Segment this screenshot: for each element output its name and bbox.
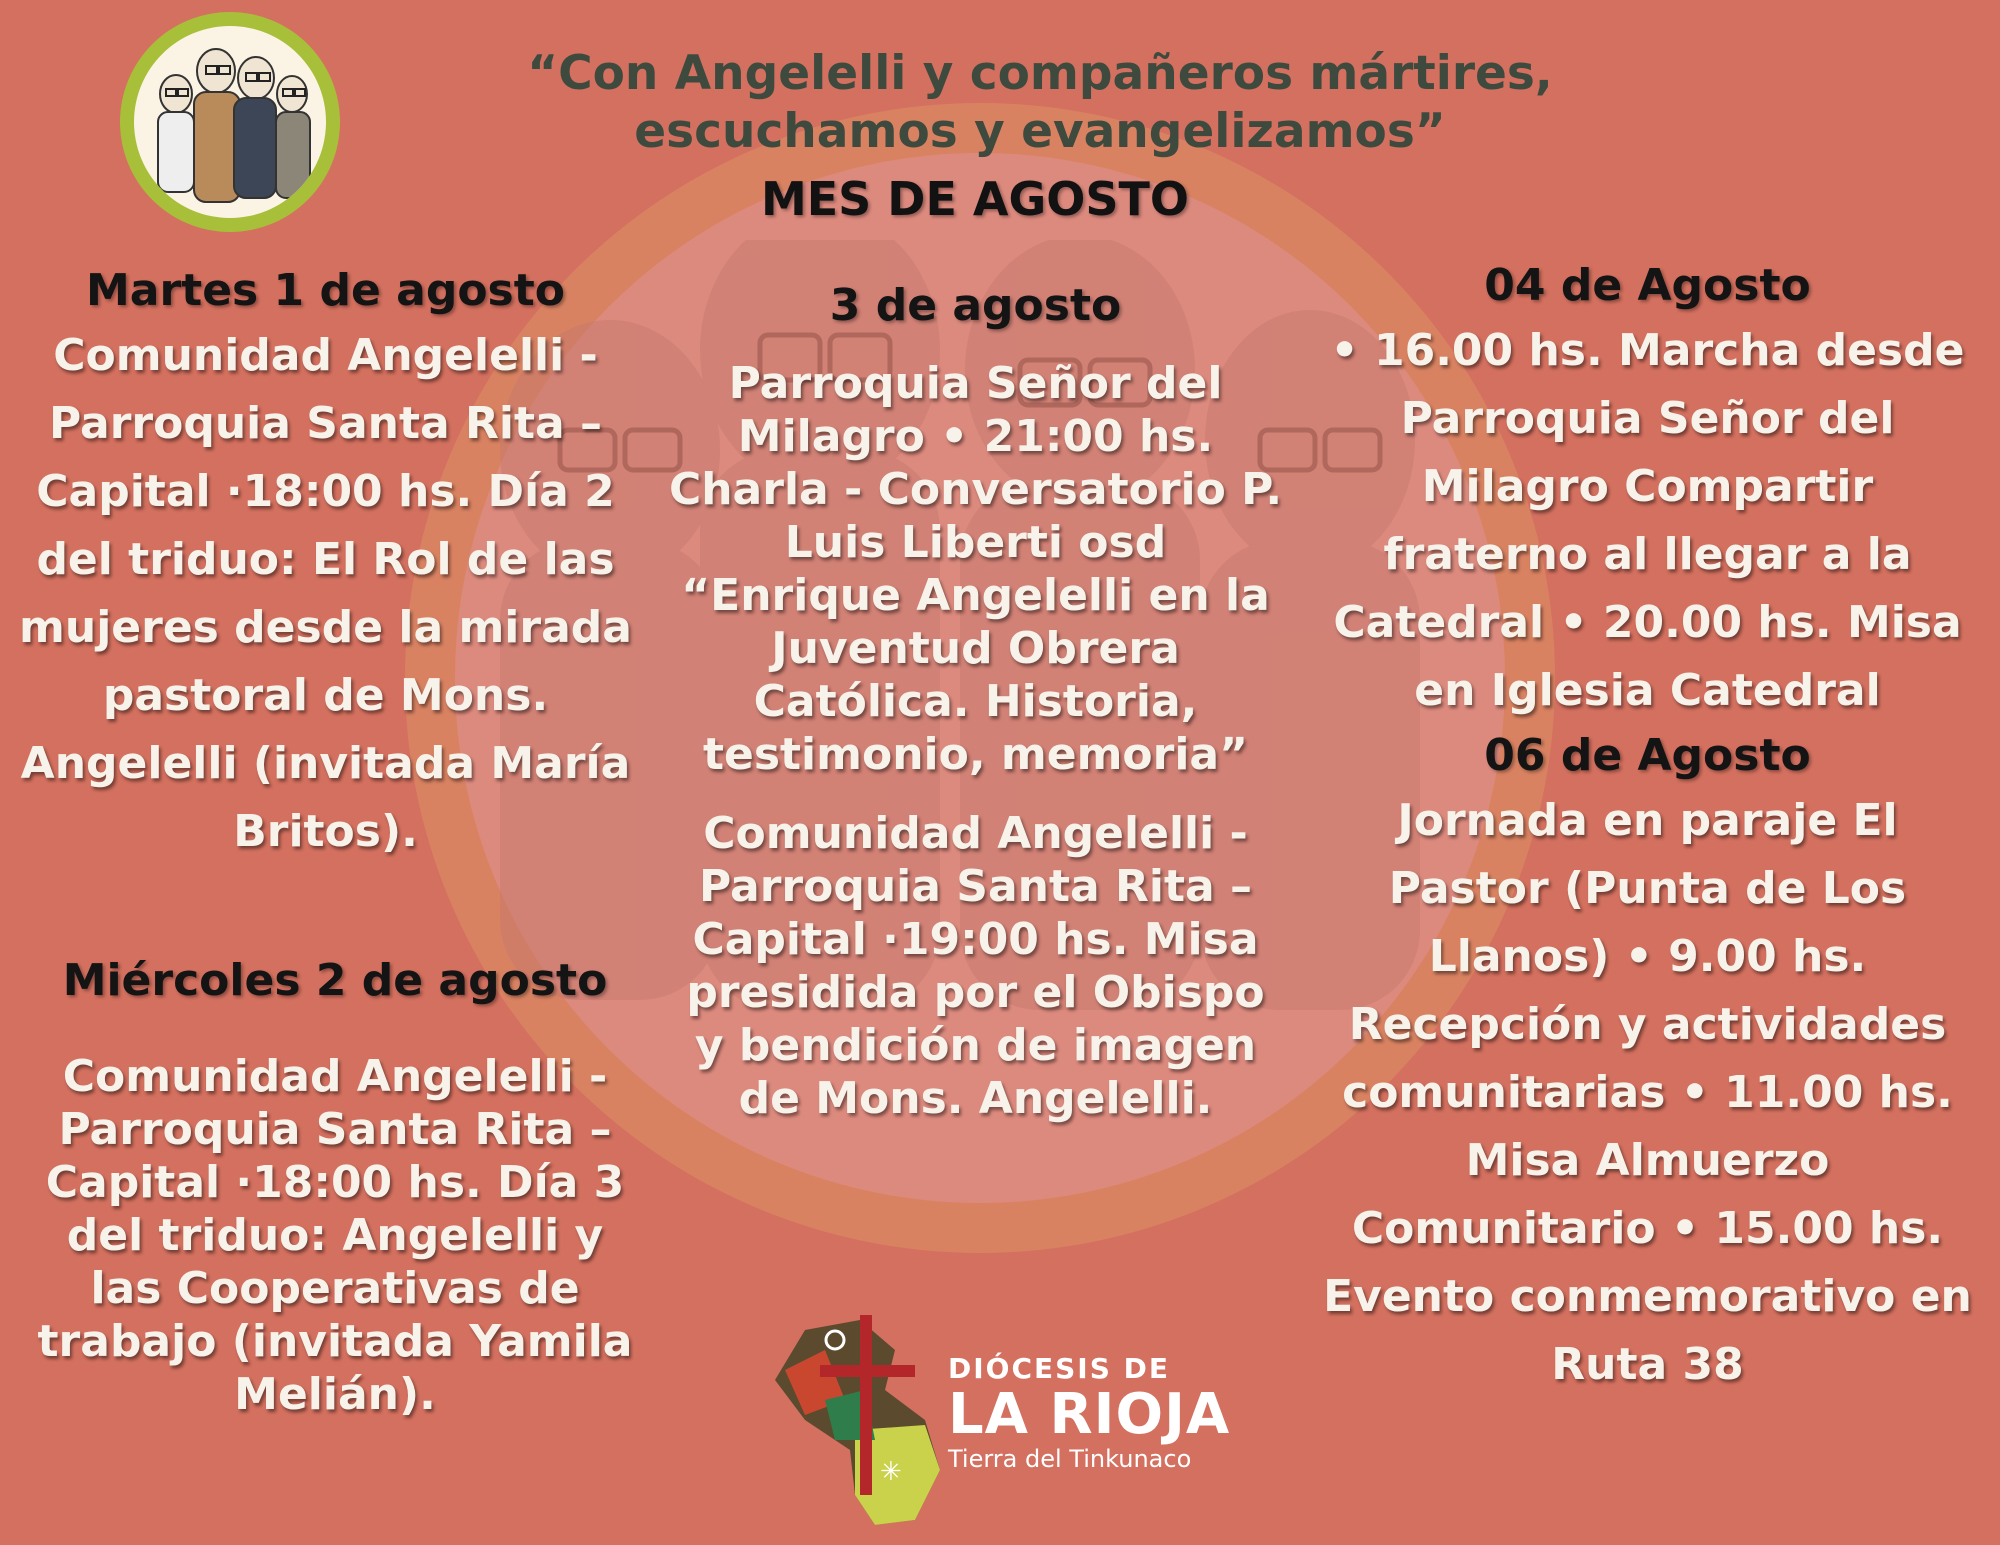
day-heading-2: Miércoles 2 de agosto xyxy=(62,955,608,1006)
title-line-1: “Con Angelelli y compañeros mártires, xyxy=(527,46,1553,101)
campaign-title xyxy=(430,45,1650,161)
day-text-6: Jornada en paraje El Pastor (Punta de Los Llanos) • 9.00 hs. Recepción y actividades comunitarias • 11.00 hs. Misa Almuerzo Comunitario • 15.00 hs. Evento conmemorativo en Ruta 38 xyxy=(1323,795,1972,1390)
la-rioja-map-icon xyxy=(765,1310,945,1530)
diocese-line-3: Tierra del Tinkunaco xyxy=(948,1445,1192,1473)
schedule-column-right xyxy=(1320,255,1975,1399)
day-text-3a: Parroquia Señor del Milagro • 21:00 hs. Charla - Conversatorio P. Luis Liberti osd “Enrique Angelelli en la Juventud Obrera Católica. Historia, testimonio, memoria” xyxy=(668,358,1283,780)
day-text-2: Comunidad Angelelli - Parroquia Santa Rita – Capital ·18:00 hs. Día 3 del triduo: Angelelli y las Cooperativas de trabajo (invitada Yamila Melián). xyxy=(37,1051,633,1420)
day-text-4: • 16.00 hs. Marcha desde Parroquia Señor del Milagro Compartir fraterno al llegar a la Catedral • 20.00 hs. Misa en Iglesia Catedral xyxy=(1330,325,1965,716)
schedule-column-left xyxy=(8,260,643,866)
schedule-column-left-2 xyxy=(30,950,640,1421)
day-heading-1: Martes 1 de agosto xyxy=(85,265,565,316)
svg-text:✳: ✳ xyxy=(880,1457,902,1487)
diocese-logo-text xyxy=(948,1352,1230,1473)
diocese-line-2: LA RIOJA xyxy=(948,1382,1231,1447)
day-heading-6: 06 de Agosto xyxy=(1484,730,1811,781)
diocese-line-1: DIÓCESIS DE xyxy=(948,1352,1171,1385)
day-heading-3: 3 de agosto xyxy=(829,280,1122,331)
title-line-2: escuchamos y evangelizamos” xyxy=(634,104,1446,159)
day-text-1: Comunidad Angelelli - Parroquia Santa Rita – Capital ·18:00 hs. Día 2 del triduo: El Rol de las mujeres desde la mirada pastoral de Mons. Angelelli (invitada María Britos). xyxy=(19,330,632,857)
martyrs-badge-illustration xyxy=(134,26,326,218)
month-heading: MES DE AGOSTO xyxy=(760,172,1190,226)
day-text-3b: Comunidad Angelelli - Parroquia Santa Rita – Capital ·19:00 hs. Misa presidida por el Obispo y bendición de imagen de Mons. Angelelli. xyxy=(686,808,1265,1124)
schedule-column-center xyxy=(668,275,1283,1125)
day-heading-4: 04 de Agosto xyxy=(1484,260,1811,311)
